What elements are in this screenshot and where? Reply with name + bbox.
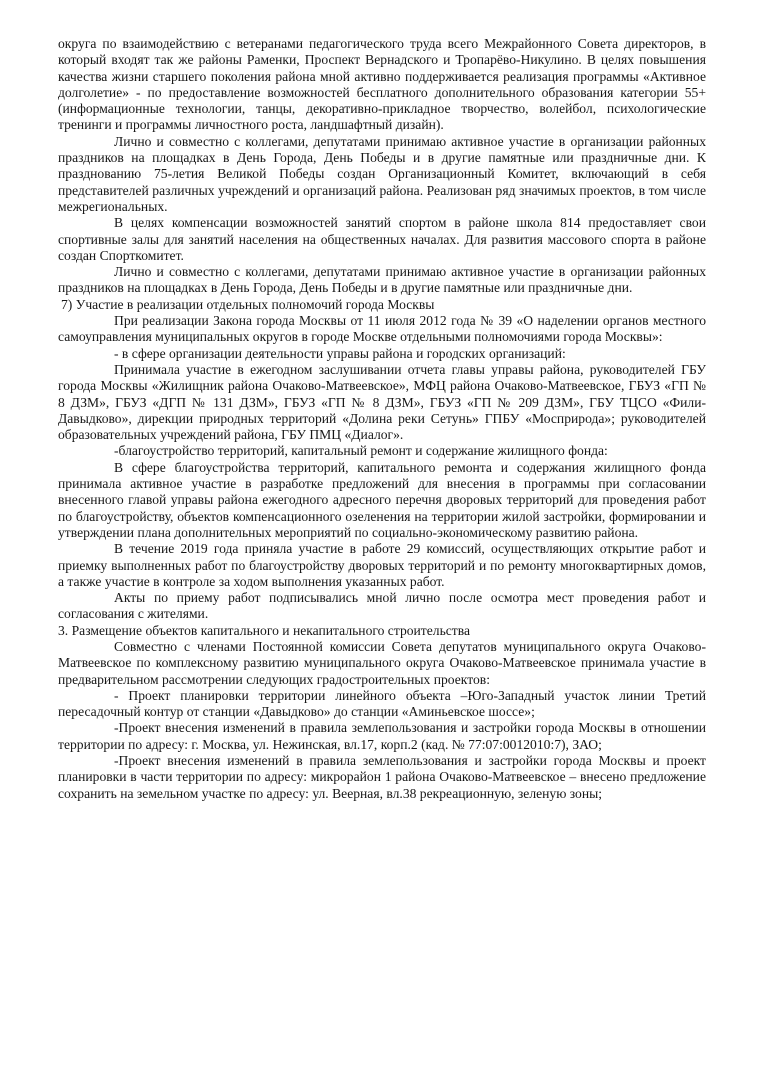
- paragraph-improvement: В сфере благоустройства территорий, капитального ремонта и содержания жилищного фонда принимала активное участие в разработке предложений для внесения в программы при согласовании внесенного главой управы района ежегодного адресного перечня дворовых территорий для проведения работ по благоустройству, объектов компенсационного озеленения на территории жилой застройки, формировании и утверждении плана дополнительных мероприятий по социально-экономическому развитию района.: [58, 459, 706, 540]
- paragraph-holidays: Лично и совместно с коллегами, депутатами принимаю активное участие в организации районных праздников на площадках в День Города, День Победы и в другие памятные или праздничные дни. К празднованию 75-летия Великой Победы создан Организационный Комитет, включающий в себя представителей различных учреждений и организаций района. Реализован ряд значимых проектов, в том числе межрегиональных.: [58, 133, 706, 214]
- list-item-project-2: -Проект внесения изменений в правила землепользования и застройки города Москвы в отношении территории по адресу: г. Москва, ул. Нежинская, вл.17, корп.2 (кад. № 77:07:0012010:7), ЗАО;: [58, 720, 706, 752]
- paragraph-acts: Акты по приему работ подписывались мной лично после осмотра мест проведения работ и согласования с жителями.: [58, 590, 706, 622]
- paragraph-commissions: В течение 2019 года приняла участие в работе 29 комиссий, осуществляющих открытие работ и приемку выполненных работ по благоустройству дворовых территорий и по ремонту многоквартирных домов, а также участие в контроле за ходом выполнения указанных работ.: [58, 541, 706, 589]
- paragraph-intro-continuation: округа по взаимодействию с ветеранами педагогического труда всего Межрайонного Совета директоров, в который входят так же районы Раменки, Проспект Вернадского и Тропарёво-Никулино. В целях повышения качества жизни старшего поколения района мной активно поддерживается реализация программы «Активное долголетие» - по предоставление возможностей бесплатного дополнительного образования категории 55+(информационные технологии, танцы, декоративно-прикладное творчество, волейбол, психологические тренинги и программы личностного роста, ландшафтный дизайн).: [58, 36, 706, 133]
- paragraph-improvement-heading: -благоустройство территорий, капитальный ремонт и содержание жилищного фонда:: [114, 443, 608, 459]
- paragraph-law-reference: При реализации Закона города Москвы от 11 июля 2012 года № 39 «О наделении органов местного самоуправления муниципальных округов в городе Москве отдельными полномочиями города Москвы»:: [58, 313, 706, 345]
- paragraph-council-organizations: - в сфере организации деятельности управы района и городских организаций:: [114, 345, 566, 361]
- list-item-project-3: -Проект внесения изменений в правила землепользования и застройки города Москвы и проект планировки в части территории по адресу: микрорайон 1 района Очаково-Матвеевское – внесено предложение сохранить на земельном участке по адресу: ул. Веерная, вл.38 рекреационную, зеленую зоны;: [58, 753, 706, 801]
- paragraph-commission-projects: Совместно с членами Постоянной комиссии Совета депутатов муниципального округа Очаково-Матвеевское по комплексному развитию муниципального округа Очаково-Матвеевское принимала участие в предварительном рассмотрении следующих градостроительных проектов:: [58, 638, 706, 687]
- section-heading-3: 3. Размещение объектов капитального и некапитального строительства: [58, 622, 471, 638]
- paragraph-holidays-repeat: Лично и совместно с коллегами, депутатами принимаю активное участие в организации районных праздников на площадках в День Города, День Победы и в другие памятные или праздничные дни.: [58, 264, 706, 296]
- paragraph-hearings: Принимала участие в ежегодном заслушивании отчета главы управы района, руководителей ГБУ города Москвы «Жилищник района Очаково-Матвеевское», МФЦ района Очаково-Матвеевское, ГБУЗ «ГП № 8 ДЗМ», ГБУЗ «ДГП № 131 ДЗМ», ГБУЗ «ГП № 8 ДЗМ», ГБУЗ «ГП № 209 ДЗМ», ГБУ ТЦСО «Фили-Давыдково», дирекции природных территорий «Долина реки Сетунь» ГПБУ «Мосприрода»; руководителей образовательных учреждений района, ГБУ ПМЦ «Диалог».: [58, 361, 706, 443]
- paragraph-sport: В целях компенсации возможностей занятий спортом в районе школа 814 предоставляет свои спортивные залы для занятий населения на общественных началах. Для развития массового спорта в районе создан Спорткомитет.: [58, 215, 706, 263]
- section-heading-7: 7) Участие в реализации отдельных полномочий города Москвы: [61, 296, 435, 312]
- list-item-project-1: - Проект планировки территории линейного объекта –Юго-Западный участок линии Третий пересадочный контур от станции «Давыдково» до станции «Аминьевское шоссе»;: [58, 687, 706, 720]
